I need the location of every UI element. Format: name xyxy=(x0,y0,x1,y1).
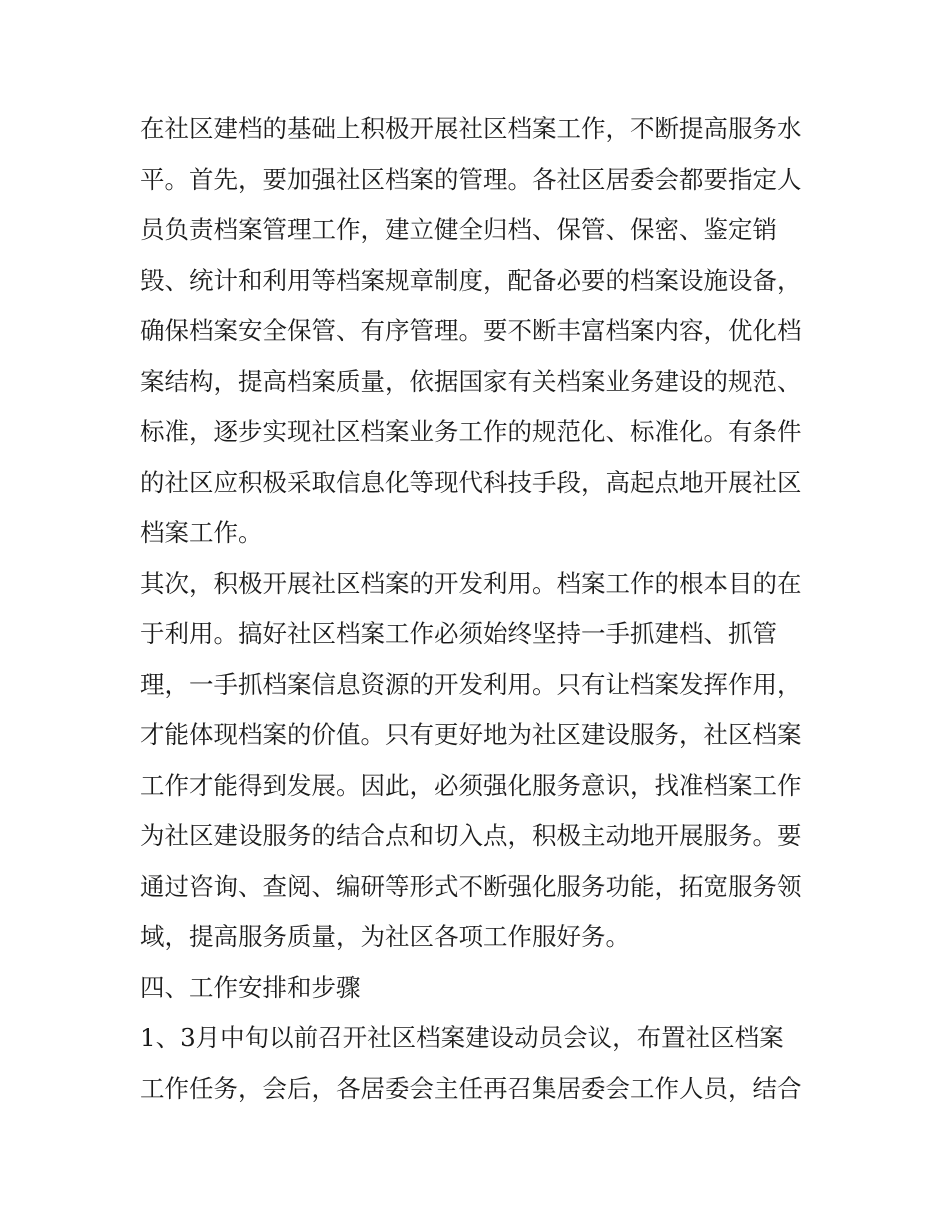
text-line: 其次，积极开展社区档案的开发利用。档案工作的根本目的在 xyxy=(140,568,802,598)
text-line: 为社区建设服务的结合点和切入点，积极主动地开展服务。要 xyxy=(140,821,802,850)
text-line: 案结构，提高档案质量，依据国家有关档案业务建设的规范、 xyxy=(140,366,802,396)
text-line: 标准，逐步实现社区档案业务工作的规范化、标准化。有条件 xyxy=(140,417,802,446)
text-line: 于利用。搞好社区档案工作必须始终坚持一手抓建档、抓管 xyxy=(140,619,777,648)
text-line: 1、3月中旬以前召开社区档案建设动员会议，布置社区档案 xyxy=(140,1023,784,1052)
text-line: 才能体现档案的价值。只有更好地为社区建设服务，社区档案 xyxy=(140,720,802,749)
text-line: 域，提高服务质量，为社区各项工作服好务。 xyxy=(140,922,630,951)
text-line: 工作才能得到发展。因此，必须强化服务意识，找准档案工作 xyxy=(140,770,802,800)
text-line: 毁、统计和利用等档案规章制度，配备必要的档案设施设备， xyxy=(140,265,802,295)
text-line: 确保档案安全保管、有序管理。要不断丰富档案内容，优化档 xyxy=(140,316,802,345)
text-line: 的社区应积极采取信息化等现代科技手段，高起点地开展社区 xyxy=(140,467,802,497)
text-line: 工作任务，会后，各居委会主任再召集居委会工作人员，结合 xyxy=(140,1073,802,1103)
text-line: 通过咨询、查阅、编研等形式不断强化服务功能，拓宽服务领 xyxy=(140,871,802,901)
text-line: 在社区建档的基础上积极开展社区档案工作，不断提高服务水 xyxy=(140,114,802,143)
text-line: 平。首先，要加强社区档案的管理。各社区居委会都要指定人 xyxy=(140,164,802,194)
text-line: 理，一手抓档案信息资源的开发利用。只有让档案发挥作用， xyxy=(140,669,802,699)
document-body xyxy=(140,104,820,1114)
text-line: 档案工作。 xyxy=(140,518,263,547)
text-line: 员负责档案管理工作，建立健全归档、保管、保密、鉴定销 xyxy=(140,215,777,244)
section-heading: 四、工作安排和步骤 xyxy=(140,972,361,1002)
